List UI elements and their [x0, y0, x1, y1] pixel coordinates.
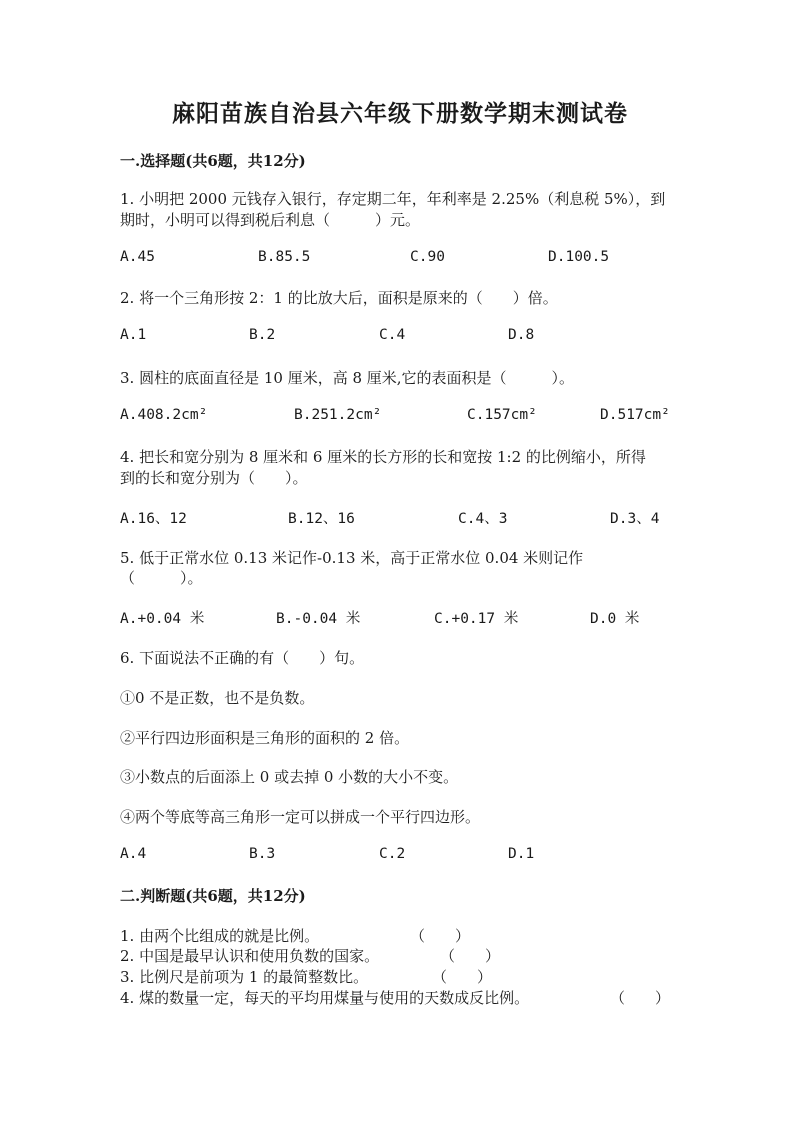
- question-5-option-c: C.+0.17 米: [434, 611, 519, 627]
- question-6-statement-1: ①0 不是正数，也不是负数。: [120, 689, 315, 707]
- question-1-option-b: B.85.5: [258, 249, 311, 265]
- question-6-line-1: 6. 下面说法不正确的有（ ）句。: [120, 649, 365, 667]
- judgement-4-answer-blank: （ ）: [610, 989, 671, 1007]
- question-5-line-1: 5. 低于正常水位 0.13 米记作-0.13 米，高于正常水位 0.04 米则记作: [120, 549, 584, 567]
- judgement-1-answer-blank: （ ）: [410, 927, 471, 945]
- section-heading-judgement: 二.判断题(共6题，共12分): [120, 887, 306, 905]
- question-4-option-d: D.3、4: [610, 511, 660, 527]
- question-1-option-d: D.100.5: [548, 249, 610, 265]
- question-4-line-1: 4. 把长和宽分别为 8 厘米和 6 厘米的长方形的长和宽按 1:2 的比例缩小，所得: [120, 448, 646, 466]
- judgement-2-answer-blank: （ ）: [440, 947, 501, 965]
- question-3-option-c: C.157cm²: [467, 407, 537, 423]
- question-4-line-2: 到的长和宽分别为（ ）。: [120, 469, 308, 487]
- question-1-option-a: A.45: [120, 249, 155, 265]
- question-5-option-d: D.0 米: [590, 611, 640, 627]
- question-1-line-2: 期时，小明可以得到税后利息（ ）元。: [120, 211, 421, 229]
- judgement-3-text: 3. 比例尺是前项为 1 的最简整数比。: [120, 968, 369, 986]
- question-2-option-c: C.4: [379, 327, 406, 343]
- judgement-4-text: 4. 煤的数量一定，每天的平均用煤量与使用的天数成反比例。: [120, 989, 530, 1007]
- judgement-1-text: 1. 由两个比组成的就是比例。: [120, 927, 320, 945]
- question-3-option-d: D.517cm²: [600, 407, 670, 423]
- question-6-statement-3: ③小数点的后面添上 0 或去掉 0 小数的大小不变。: [120, 768, 459, 786]
- question-6-option-b: B.3: [249, 846, 276, 862]
- question-4-option-a: A.16、12: [120, 511, 187, 527]
- judgement-3-answer-blank: （ ）: [432, 968, 493, 986]
- question-4-option-c: C.4、3: [458, 511, 508, 527]
- question-3-line-1: 3. 圆柱的底面直径是 10 厘米，高 8 厘米,它的表面积是（ ）。: [120, 369, 575, 387]
- question-4-option-b: B.12、16: [288, 511, 355, 527]
- question-5-option-a: A.+0.04 米: [120, 611, 205, 627]
- question-5-option-b: B.-0.04 米: [276, 611, 361, 627]
- page-title: 麻阳苗族自治县六年级下册数学期末测试卷: [172, 100, 628, 127]
- question-2-option-a: A.1: [120, 327, 147, 343]
- question-6-statement-2: ②平行四边形面积是三角形的面积的 2 倍。: [120, 729, 410, 747]
- question-2-option-b: B.2: [249, 327, 276, 343]
- question-2-option-d: D.8: [508, 327, 535, 343]
- question-6-option-d: D.1: [508, 846, 535, 862]
- question-1-line-1: 1. 小明把 2000 元钱存入银行，存定期二年，年利率是 2.25%（利息税 5%），到: [120, 190, 666, 208]
- question-6-option-a: A.4: [120, 846, 147, 862]
- question-3-option-a: A.408.2cm²: [120, 407, 208, 423]
- question-5-line-2: （ ）。: [120, 569, 203, 587]
- question-6-option-c: C.2: [379, 846, 406, 862]
- question-2-line-1: 2. 将一个三角形按 2：1 的比放大后，面积是原来的（ ）倍。: [120, 289, 558, 307]
- section-heading-choice: 一.选择题(共6题，共12分): [120, 152, 306, 170]
- question-6-statement-4: ④两个等底等高三角形一定可以拼成一个平行四边形。: [120, 808, 481, 826]
- question-1-option-c: C.90: [410, 249, 445, 265]
- judgement-2-text: 2. 中国是最早认识和使用负数的国家。: [120, 947, 380, 965]
- question-3-option-b: B.251.2cm²: [294, 407, 382, 423]
